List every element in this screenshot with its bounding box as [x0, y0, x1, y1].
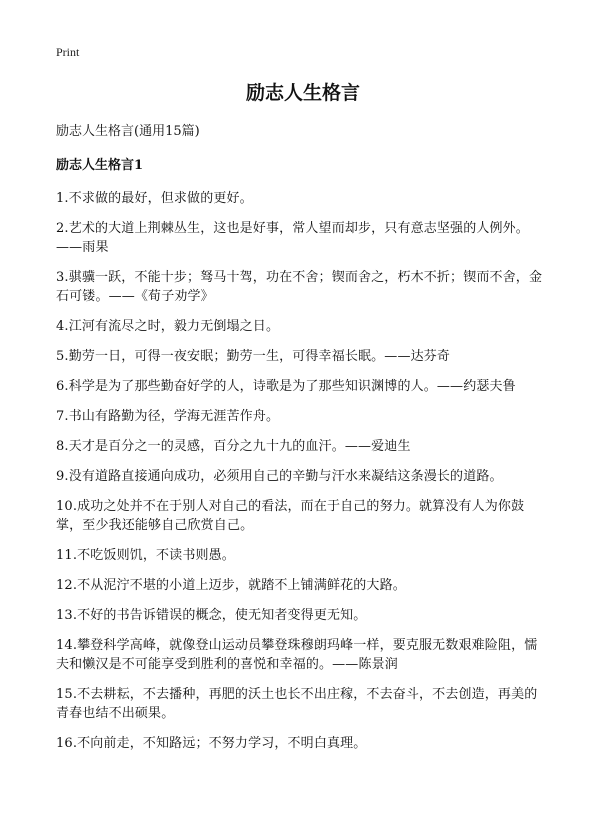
quote-item: 11.不吃饭则饥，不读书则愚。: [56, 548, 235, 563]
page-title: 励志人生格言: [245, 82, 360, 104]
quote-item: 8.天才是百分之一的灵感，百分之九十九的血汗。——爱迪生: [56, 439, 411, 454]
quote-item: 4.江河有流尽之时，毅力无倒塌之日。: [56, 319, 280, 334]
quote-item: 2.艺术的大道上荆棘丛生，这也是好事，常人望而却步，只有意志坚强的人例外。——雨果: [56, 221, 529, 255]
section-heading: 励志人生格言1: [56, 158, 144, 173]
quote-item: 5.勤劳一日，可得一夜安眠；勤劳一生，可得幸福长眠。——达芬奇: [56, 349, 451, 364]
print-link[interactable]: Print: [56, 45, 80, 59]
quote-item: 1.不求做的最好，但求做的更好。: [56, 191, 253, 206]
quote-item: 6.科学是为了那些勤奋好学的人，诗歌是为了那些知识渊博的人。——约瑟夫鲁: [56, 379, 516, 394]
quote-item: 10.成功之处并不在于别人对自己的看法，而在于自己的努力。就算没有人为你鼓掌，至少我还能够自己欣赏自己。: [56, 499, 525, 533]
quote-item: 16.不向前走，不知路远；不努力学习，不明白真理。: [56, 736, 367, 751]
quote-list: [56, 189, 550, 753]
quote-item: 15.不去耕耘，不去播种，再肥的沃土也长不出庄稼，不去奋斗，不去创造，再美的青春也结不出硕果。: [56, 687, 538, 721]
quote-item: 9.没有道路直接通向成功，必须用自己的辛勤与汗水来凝结这条漫长的道路。: [56, 469, 503, 484]
quote-item: 12.不从泥泞不堪的小道上迈步，就踏不上铺满鲜花的大路。: [56, 578, 406, 593]
quote-item: 7.书山有路勤为径，学海无涯苦作舟。: [56, 409, 280, 424]
quote-item: 14.攀登科学高峰，就像登山运动员攀登珠穆朗玛峰一样，要克服无数艰难险阻，懦夫和懒汉是不可能享受到胜利的喜悦和幸福的。——陈景润: [56, 638, 538, 672]
document-subtitle: 励志人生格言(通用15篇): [56, 124, 200, 139]
quote-item: 3.骐骥一跃，不能十步；驽马十驾，功在不舍；锲而舍之，朽木不折；锲而不舍，金石可镂。——《荀子劝学》: [56, 270, 543, 304]
quote-item: 13.不好的书告诉错误的概念，使无知者变得更无知。: [56, 608, 367, 623]
